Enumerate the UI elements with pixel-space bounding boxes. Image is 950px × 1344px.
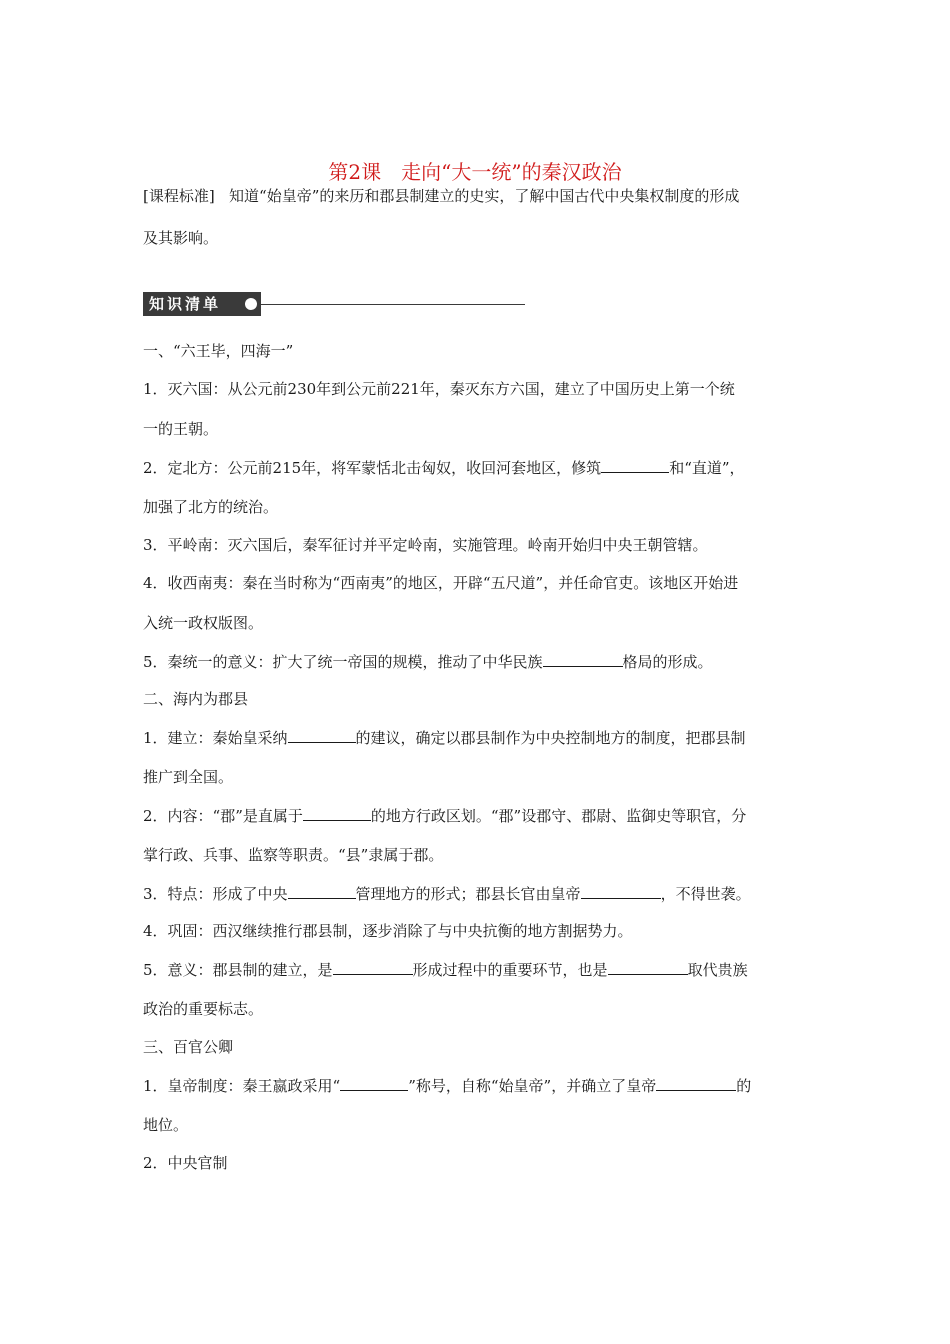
item-text: 取代贵族 [687,961,748,979]
course-standard-text: 知道“始皇帝”的来历和郡县制建立的史实，了解中国古代中央集权制度的形成 [229,187,740,205]
fill-blank [303,804,371,821]
fill-blank [288,882,356,899]
fill-blank [543,650,623,667]
item-text: 的 [736,1077,752,1095]
fill-blank [656,1074,736,1091]
fill-blank [608,958,688,975]
list-item [143,650,713,673]
section-heading: 二、海内为郡县 [143,690,249,708]
list-item: 4．巩固：西汉继续推行郡县制，逐步消除了与中央抗衡的地方割据势力。 [143,922,633,940]
item-text: 1．皇帝制度：秦王嬴政采用“ [143,1077,341,1095]
item-text: 5．意义：郡县制的建立，是 [143,961,333,979]
list-item [143,958,748,981]
list-item: 3．平岭南：灭六国后，秦军征讨并平定岭南，实施管理。岭南开始归中央王朝管辖。 [143,536,708,554]
list-item [143,456,745,479]
item-text: 5．秦统一的意义：扩大了统一帝国的规模，推动了中华民族 [143,653,543,671]
list-item-continued: 推广到全国。 [143,768,234,786]
list-item: 4．收西南夷：秦在当时称为“西南夷”的地区，开辟“五尺道”，并任命官吏。该地区开始进 [143,574,739,592]
course-standard-line1 [143,185,808,207]
list-item-continued: 加强了北方的统治。 [143,498,279,516]
course-standard-line2: 及其影响。 [143,229,219,247]
fill-blank [333,958,413,975]
item-text: 2．定北方：公元前215年，将军蒙恬北击匈奴，收回河套地区，修筑 [143,459,602,477]
item-text: 3．特点：形成了中央 [143,885,288,903]
lesson-title: 第2课 走向“大一统”的秦汉政治 [328,160,622,184]
item-text: ”称号，自称“始皇帝”，并确立了皇帝 [408,1077,657,1095]
list-item [143,804,746,827]
list-item-continued: 地位。 [143,1116,189,1134]
item-text: 的地方行政区划。“郡”设郡守、郡尉、监御史等职官，分 [370,807,747,825]
circle-bullet-icon [245,298,257,310]
list-item-continued: 入统一政权版图。 [143,614,264,632]
item-text: 和“直道”， [669,459,745,477]
list-item-continued: 掌行政、兵事、监察等职责。“县”隶属于郡。 [143,846,444,864]
list-item [143,882,751,905]
item-text: 形成过程中的重要环节，也是 [412,961,608,979]
item-text: 管理地方的形式；郡县长官由皇帝 [355,885,581,903]
banner-label: 知识清单 [143,292,261,316]
list-item: 1．灭六国：从公元前230年到公元前221年，秦灭东方六国，建立了中国历史上第一个统 [143,380,735,398]
list-item: 2．中央官制 [143,1154,228,1172]
fill-blank [288,726,356,743]
list-item-continued: 一的王朝。 [143,420,219,438]
fill-blank [340,1074,408,1091]
fill-blank [601,456,669,473]
fill-blank [581,882,661,899]
item-text: 2．内容：“郡”是直属于 [143,807,303,825]
item-text: 格局的形成。 [622,653,713,671]
section-heading: 三、百官公卿 [143,1038,234,1056]
list-item [143,726,746,749]
item-text: ，不得世袭。 [660,885,751,903]
item-text: 的建议，确定以郡县制作为中央控制地方的制度，把郡县制 [355,729,746,747]
list-item-continued: 政治的重要标志。 [143,1000,264,1018]
course-standard-tag: [课程标准] [143,187,215,205]
section-heading: 一、“六王毕，四海一” [143,342,294,360]
item-text: 1．建立：秦始皇采纳 [143,729,288,747]
banner-divider [261,304,525,305]
list-item [143,1074,751,1097]
